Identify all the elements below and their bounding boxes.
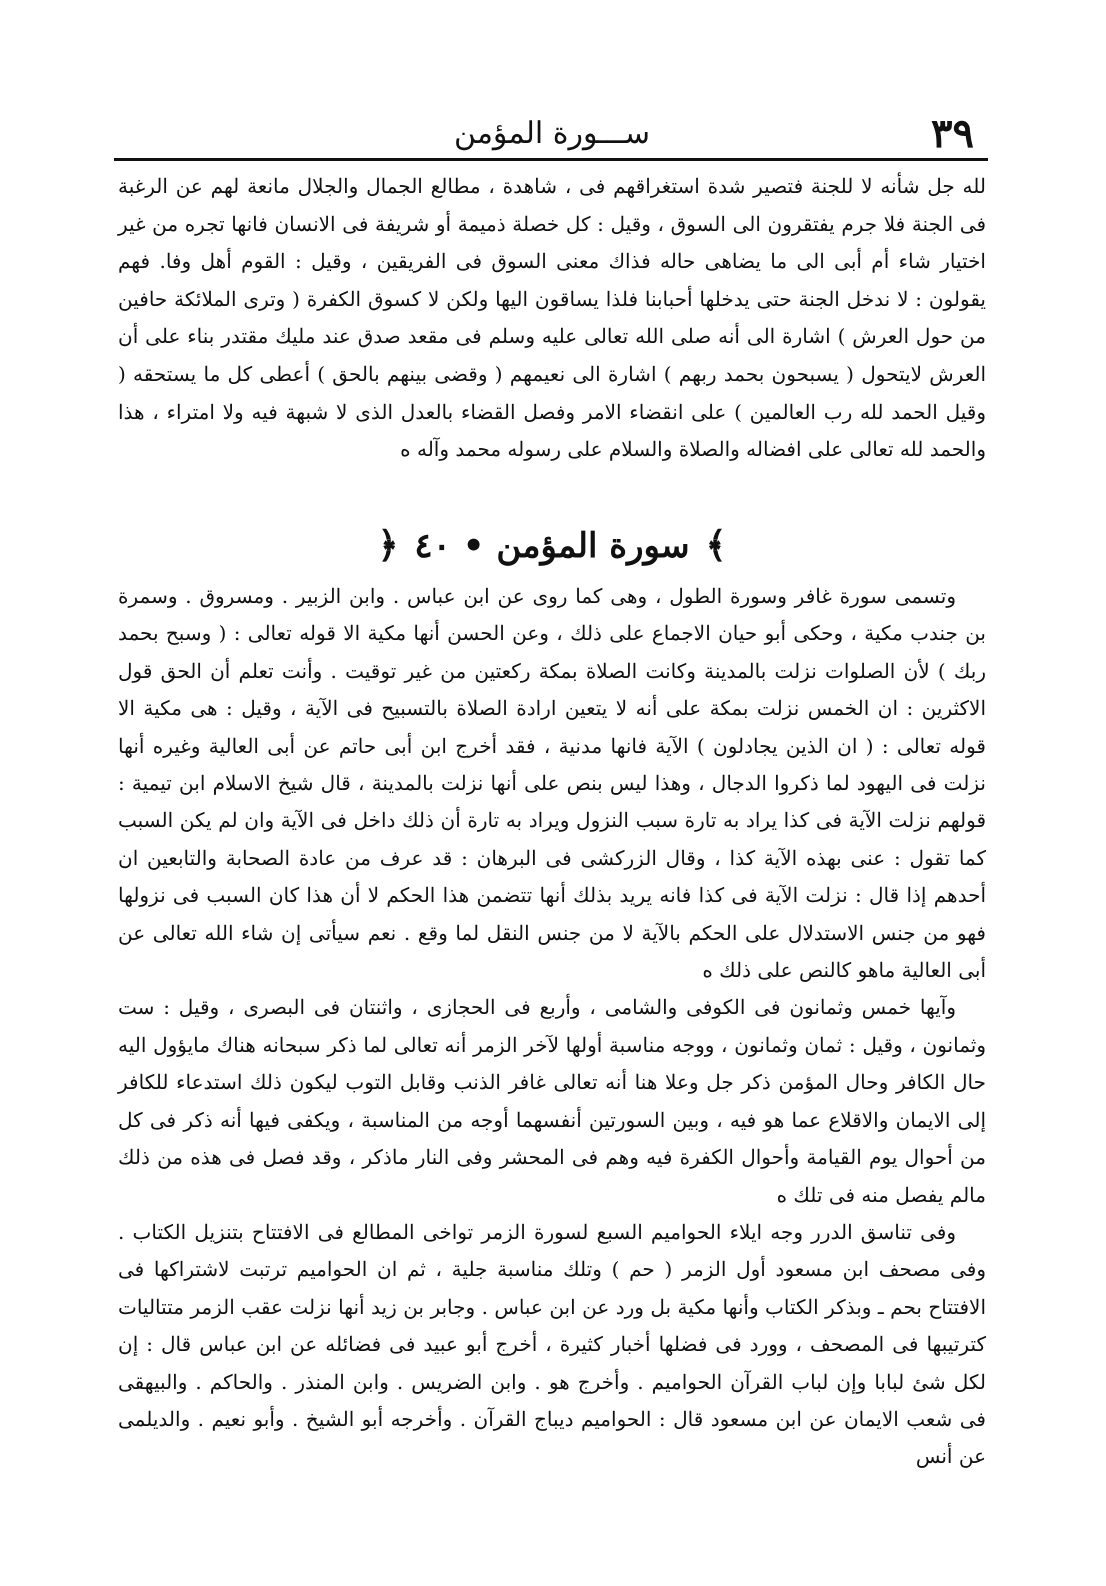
- surah-heading-title: سورة المؤمن: [496, 526, 690, 566]
- page-number: ٣٩: [931, 110, 974, 157]
- surah-heading-frame: [355, 515, 748, 575]
- ornament-left: ﴿: [377, 524, 399, 566]
- section-1-text: [118, 168, 986, 469]
- paragraph: وفى تناسق الدرر وجه ايلاء الحواميم السبع لسورة الزمر تواخى المطالع فى الافتتاح بتنزيل الكتاب . وفى مصحف ابن مسعود أول الزمر ( حم ) وتلك مناسبة جلية ، ثم ان الحواميم ترتبت لاشتراكها فى الافتتاح بحم ـ وبذكر الكتاب وأنها مكية بل ورد عن ابن عباس . وجابر بن زيد أنها نزلت عقب الزمر متتاليات كترتيبها فى المصحف ، وورد فى فضلها أخبار كثيرة ، أخرج أبو عبيد فى فضائله عن ابن عباس قال : إن لكل شئ لبابا وإن لباب القرآن الحواميم . وأخرج هو . وابن الضريس . وابن المنذر . والحاكم . والبيهقى فى شعب الايمان عن ابن مسعود قال : الحواميم ديباج القرآن . وأخرجه أبو الشيخ . وأبو نعيم . والديلمى عن أنس: [118, 1219, 986, 1469]
- running-title: ســـورة المؤمن: [454, 116, 650, 151]
- paragraph: لله جل شأنه لا للجنة فتصير شدة استغراقهم فى ، شاهدة ، مطالع الجمال والجلال مانعة لهم عن الرغبة فى الجنة فلا جرم يفتقرون الى السوق ، وقيل : كل خصلة ذميمة أو شريفة فى الانسان فانها تجره من غير اختيار شاء أم أبى الى ما يضاهى حاله فذاك معنى السوق فى الفريقين ، وقيل : القوم أهل وفا. فهم يقولون : لا ندخل الجنة حتى يدخلها أحبابنا فلذا يساقون اليها ولكن لا كسوق الكفرة ( وترى الملائكة حافين من حول العرش ) اشارة الى أنه صلى الله تعالى عليه وسلم فى مقعد صدق عند مليك مقتدر بناء على أن العرش لايتحول ( يسبحون بحمد ربهم ) اشارة الى نعيمهم ( وقضى بينهم بالحق ) أعطى كل ما يستحقه ( وقيل الحمد لله رب العالمين ) على انقضاء الامر وفصل القضاء بالعدل الذى لا شبهة فيه ولا امتراء ، هذا والحمد لله تعالى على افضاله والصلاة والسلام على رسوله محمد وآله ه: [118, 174, 987, 462]
- section-2-text: [118, 578, 986, 1476]
- page-header: [118, 110, 986, 158]
- surah-heading: [118, 515, 986, 579]
- paragraph: وتسمى سورة غافر وسورة الطول ، وهى كما روى عن ابن عباس . وابن الزبير . ومسروق . وسمرة بن جندب مكية ، وحكى أبو حيان الاجماع على ذلك ، وعن الحسن أنها مكية الا قوله تعالى : ( وسبح بحمد ربك ) لأن الصلوات نزلت بالمدينة وكانت الصلاة بمكة ركعتين من غير توقيت . وأنت تعلم أن الحق قول الاكثرين : ان الخمس نزلت بمكة على أنه لا يتعين ارادة الصلاة بالتسبيح فى الآية ، وقيل : هى مكية الا قوله تعالى : ( ان الذين يجادلون ) الآية فانها مدنية ، فقد أخرج ابن أبى حاتم عن أبى العالية وغيره أنها نزلت فى اليهود لما ذكروا الدجال ، وهذا ليس بنص على أنها نزلت بالمدينة ، قال شيخ الاسلام ابن تيمية : قولهم نزلت الآية فى كذا يراد به تارة سبب النزول ويراد به تارة أن ذلك داخل فى الآية وان لم يكن السبب كما تقول : عنى بهذه الآية كذا ، وقال الزركشى فى البرهان : قد عرف من عادة الصحابة والتابعين ان أحدهم إذا قال : نزلت الآية فى كذا فانه يريد بذلك أنها تتضمن هذا الحكم لا أن هذا كان السبب فى نزولها فهو من جنس الاستدلال على الحكم بالآية لا من جنس النقل لما وقع . نعم سيأتى إن شاء الله تعالى عن أبى العالية ماهو كالنص على ذلك ه: [118, 584, 986, 983]
- ornament-right: ﴾: [705, 524, 727, 566]
- paragraph: وآيها خمس وثمانون فى الكوفى والشامى ، وأربع فى الحجازى ، واثنتان فى البصرى ، وقيل : ست وثمانون ، وقيل : ثمان وثمانون ، ووجه مناسبة أولها لآخر الزمر أنه تعالى لما ذكر سبحانه هناك مايؤول اليه حال الكافر وحال المؤمن ذكر جل وعلا هنا أنه تعالى غافر الذنب وقابل التوب ليكون ذلك استدعاء للكافر إلى الايمان والاقلاع عما هو فيه ، وبين السورتين أنفسهما أوجه من المناسبة ، ويكفى فيها أنه ذكر فى كل من أحوال يوم القيامة وأحوال الكفرة فيه وهم فى المحشر وفى النار ماذكر ، وقد فصل فى هذه من ذلك مالم يفصل منه فى تلك ه: [118, 995, 986, 1207]
- surah-heading-number: ٤٠: [414, 526, 451, 566]
- header-divider: [114, 158, 988, 161]
- surah-heading-separator: •: [462, 526, 485, 566]
